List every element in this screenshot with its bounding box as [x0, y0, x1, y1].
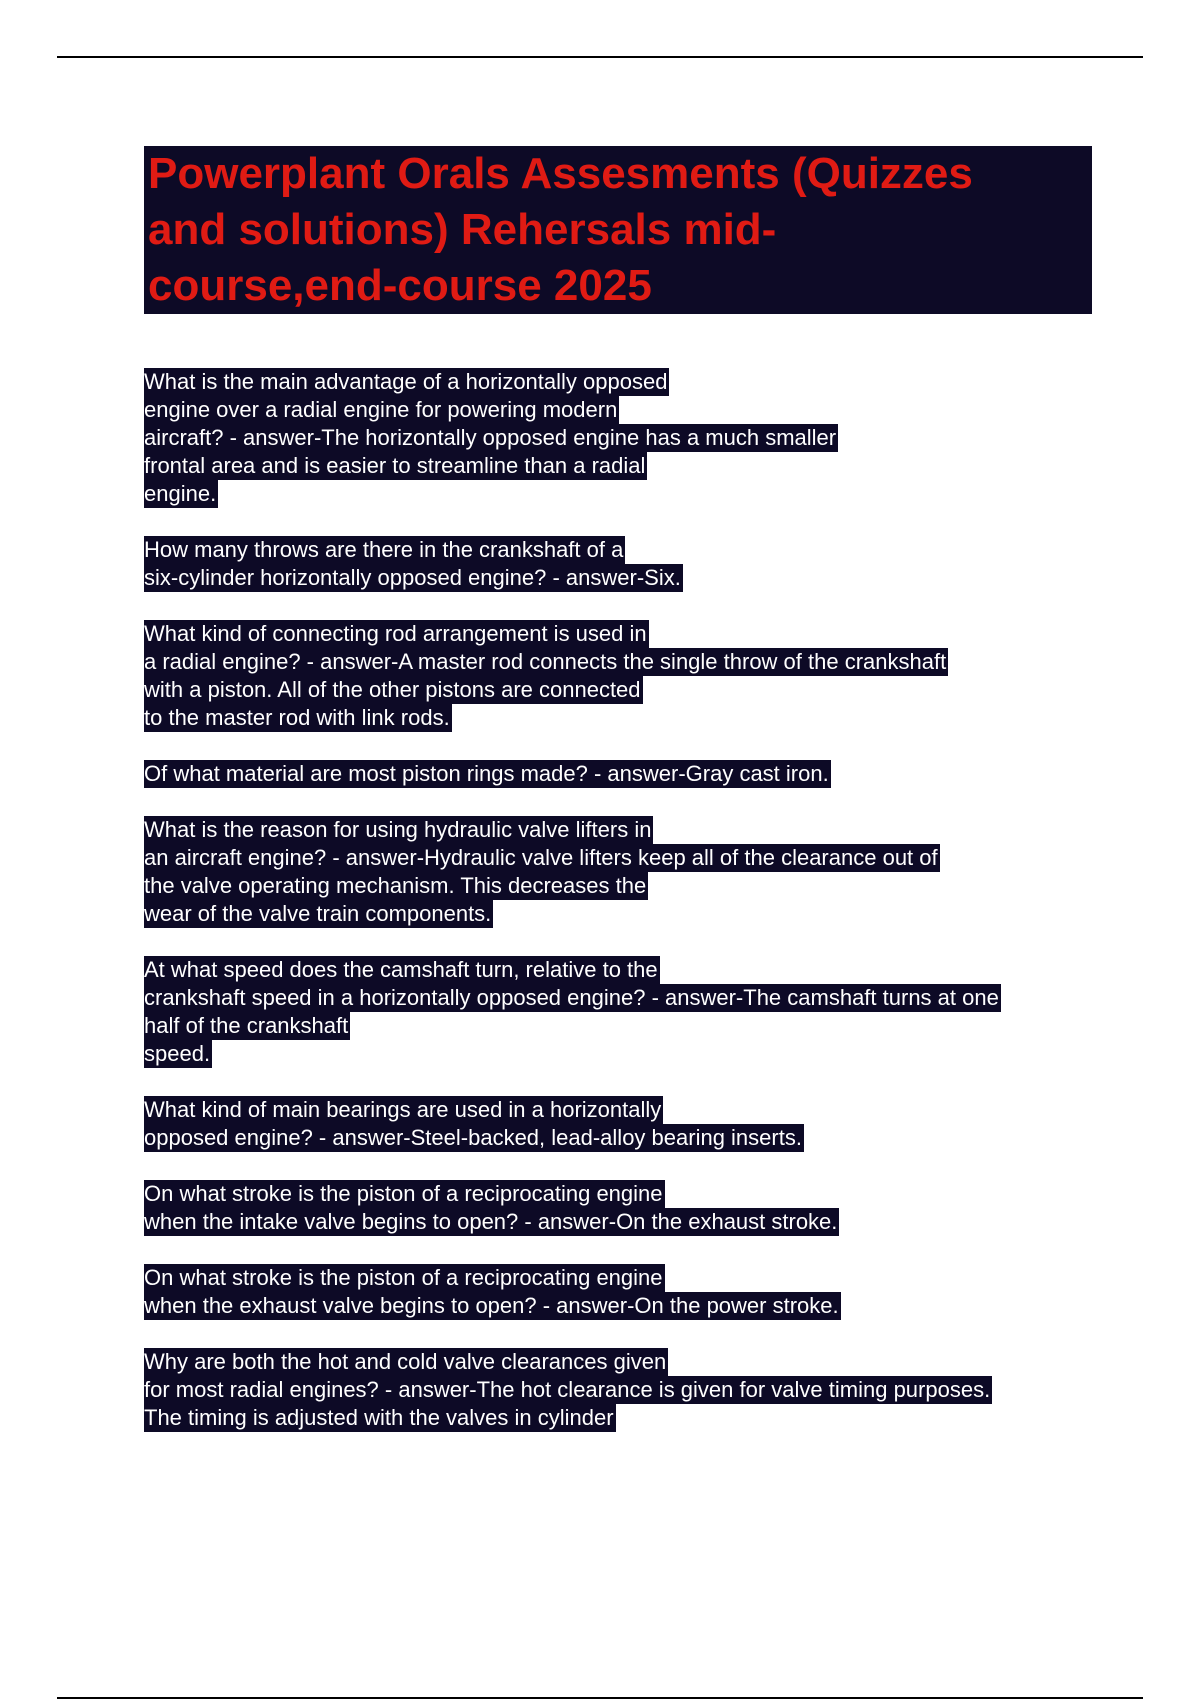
- qa-item: [144, 368, 1104, 508]
- qa-item: [144, 956, 1104, 1068]
- qa-item: [144, 1348, 1104, 1432]
- title-line: and solutions) Rehersals mid-: [148, 205, 777, 254]
- qa-line: What kind of main bearings are used in a horizontally: [144, 1097, 662, 1122]
- qa-line: What kind of connecting rod arrangement is used in: [144, 621, 647, 646]
- qa-line: On what stroke is the piston of a reciprocating engine: [144, 1181, 663, 1206]
- qa-line: Of what material are most piston rings made? - answer-Gray cast iron.: [144, 761, 829, 786]
- qa-line: six-cylinder horizontally opposed engine? - answer-Six.: [144, 565, 681, 590]
- title-line: course,end-course 2025: [148, 261, 652, 310]
- qa-line: frontal area and is easier to streamline than a radial: [144, 453, 646, 478]
- qa-line: The timing is adjusted with the valves in cylinder: [144, 1405, 614, 1430]
- bottom-rule: [57, 1697, 1143, 1699]
- qa-line: when the intake valve begins to open? - answer-On the exhaust stroke.: [144, 1209, 838, 1234]
- qa-list: [144, 368, 1104, 1460]
- qa-line: for most radial engines? - answer-The hot clearance is given for valve timing purposes.: [144, 1377, 991, 1402]
- qa-line: At what speed does the camshaft turn, relative to the: [144, 957, 658, 982]
- qa-item: [144, 1264, 1104, 1320]
- qa-line: On what stroke is the piston of a reciprocating engine: [144, 1265, 663, 1290]
- qa-item: [144, 620, 1104, 732]
- qa-line: speed.: [144, 1041, 211, 1066]
- document-title-block: [144, 146, 1092, 314]
- qa-item: [144, 1180, 1104, 1236]
- qa-line: aircraft? - answer-The horizontally opposed engine has a much smaller: [144, 425, 837, 450]
- document-title: [148, 146, 1088, 314]
- qa-line: What is the reason for using hydraulic valve lifters in: [144, 817, 652, 842]
- qa-line: the valve operating mechanism. This decreases the: [144, 873, 647, 898]
- qa-line: wear of the valve train components.: [144, 901, 492, 926]
- qa-item: [144, 536, 1104, 592]
- qa-line: engine over a radial engine for powering modern: [144, 397, 618, 422]
- top-rule: [57, 56, 1143, 58]
- qa-line: with a piston. All of the other pistons are connected: [144, 677, 641, 702]
- qa-item: [144, 1096, 1104, 1152]
- qa-line: crankshaft speed in a horizontally opposed engine? - answer-The camshaft turns at one: [144, 985, 999, 1010]
- qa-line: opposed engine? - answer-Steel-backed, lead-alloy bearing inserts.: [144, 1125, 802, 1150]
- qa-line: half of the crankshaft: [144, 1013, 349, 1038]
- qa-line: How many throws are there in the crankshaft of a: [144, 537, 624, 562]
- qa-item: [144, 816, 1104, 928]
- qa-item: [144, 760, 1104, 788]
- title-line: Powerplant Orals Assesments (Quizzes: [148, 149, 973, 198]
- qa-line: when the exhaust valve begins to open? - answer-On the power stroke.: [144, 1293, 839, 1318]
- qa-line: What is the main advantage of a horizontally opposed: [144, 369, 668, 394]
- qa-line: Why are both the hot and cold valve clearances given: [144, 1349, 667, 1374]
- qa-line: to the master rod with link rods.: [144, 705, 450, 730]
- qa-line: an aircraft engine? - answer-Hydraulic valve lifters keep all of the clearance out of: [144, 845, 938, 870]
- qa-line: a radial engine? - answer-A master rod connects the single throw of the crankshaft: [144, 649, 947, 674]
- qa-line: engine.: [144, 481, 217, 506]
